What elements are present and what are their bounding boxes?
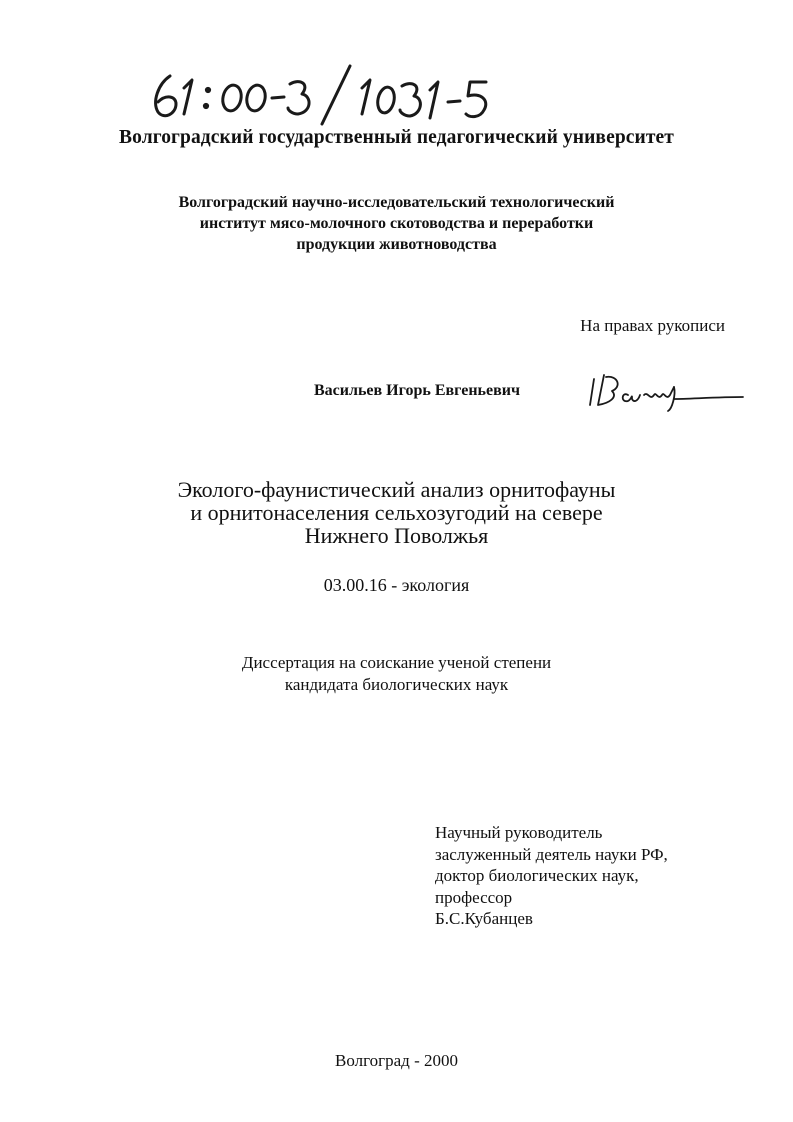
place-year: Волгоград - 2000 xyxy=(335,1051,458,1070)
institute-line: продукции животноводства xyxy=(296,236,497,253)
supervisor-line: Научный руководитель xyxy=(435,823,603,842)
institute-line: институт мясо-молочного скотоводства и переработки xyxy=(199,215,594,232)
institute-name xyxy=(0,192,793,255)
supervisor-line: доктор биологических наук, xyxy=(435,866,639,885)
author-signature xyxy=(588,365,748,415)
author-name: Васильев Игорь Евгеньевич xyxy=(314,382,520,399)
thesis-title-line: Эколого-фаунистический анализ орнитофауны xyxy=(177,477,616,502)
supervisor-line: профессор xyxy=(435,887,513,907)
university-name: Волгоградский государственный педагогический университет xyxy=(119,127,674,148)
supervisor-name: Б.С.Кубанцев xyxy=(435,909,533,928)
degree-statement xyxy=(0,652,793,696)
institute-line: Волгоградский научно-исследовательский технологический xyxy=(178,194,615,211)
supervisor-line: заслуженный деятель науки РФ, xyxy=(435,844,668,864)
archive-number-handwritten xyxy=(140,58,520,128)
degree-line: кандидата биологических наук xyxy=(284,675,509,694)
supervisor-block xyxy=(435,822,668,930)
thesis-title-line: Нижнего Поволжья xyxy=(304,523,489,548)
specialty-code: 03.00.16 - экология xyxy=(323,575,470,595)
thesis-title xyxy=(0,478,793,547)
thesis-title-line: и орнитонаселения сельхозугодий на севере xyxy=(190,500,603,525)
degree-line: Диссертация на соискание ученой степени xyxy=(241,653,552,672)
manuscript-note: На правах рукописи xyxy=(580,316,725,335)
